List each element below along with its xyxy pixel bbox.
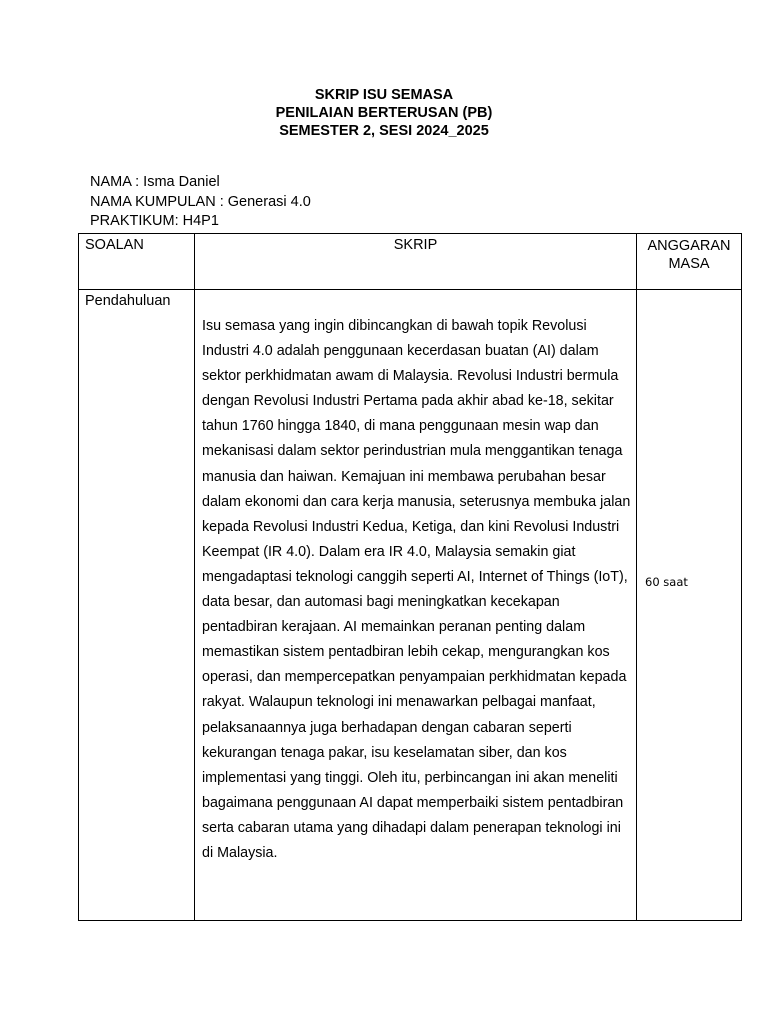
header-masa-line-2: MASA — [668, 256, 710, 272]
title-line-3: SEMESTER 2, SESI 2024_2025 — [279, 123, 489, 139]
time-cell — [637, 290, 742, 921]
header-anggaran-masa — [637, 234, 742, 290]
title-line-1: SKRIP ISU SEMASA — [314, 87, 454, 103]
section-cell: Pendahuluan — [79, 290, 195, 921]
time-estimate: 60 saat — [645, 575, 688, 589]
table-header-row — [79, 234, 742, 290]
table-row — [79, 290, 742, 921]
script-text-cell: Isu semasa yang ingin dibincangkan di bawah topik Revolusi Industri 4.0 adalah penggunaan kecerdasan buatan (AI) dalam sektor perkhidmatan awam di Malaysia. Revolusi Industri bermula dengan Revolusi Industri Pertama pada akhir abad ke-18, sekitar tahun 1760 hingga 1840, di mana penggunaan mesin wap dan mekanisasi dalam sektor perindustrian mula menggantikan tenaga manusia dan haiwan. Kemajuan ini membawa perubahan besar dalam ekonomi dan cara kerja manusia, seterusnya membuka jalan kepada Revolusi Industri Kedua, Ketiga, dan kini Revolusi Industri Keempat (IR 4.0). Dalam era IR 4.0, Malaysia semakin giat mengadaptasi teknologi canggih seperti AI, Internet of Things (IoT), data besar, dan automasi bagi meningkatkan kecekapan pentadbiran kerajaan. AI memainkan peranan penting dalam memastikan sistem pentadbiran lebih cekap, mengurangkan kos operasi, dan mempercepatkan penyampaian perkhidmatan kepada rakyat. Walaupun teknologi ini menawarkan pelbagai manfaat, pelaksanaannya juga berhadapan dengan cabaran seperti kekurangan tenaga pakar, isu keselamatan siber, dan kos implementasi yang tinggi. Oleh itu, perbincangan ini akan meneliti bagaimana penggunaan AI dapat memperbaiki sistem pentadbiran serta cabaran utama yang dihadapi dalam penerapan teknologi ini di Malaysia. — [195, 290, 637, 921]
document-title — [0, 86, 768, 140]
student-name: NAMA : Isma Daniel — [90, 174, 220, 190]
group-name: NAMA KUMPULAN : Generasi 4.0 — [90, 193, 311, 210]
script-table — [78, 233, 742, 921]
header-masa-line-1: ANGGARAN — [647, 238, 731, 254]
student-info — [90, 173, 311, 232]
header-skrip: SKRIP — [195, 234, 637, 290]
title-line-2: PENILAIAN BERTERUSAN (PB) — [275, 105, 493, 121]
practicum: PRAKTIKUM: H4P1 — [90, 213, 219, 229]
header-soalan: SOALAN — [79, 234, 195, 290]
